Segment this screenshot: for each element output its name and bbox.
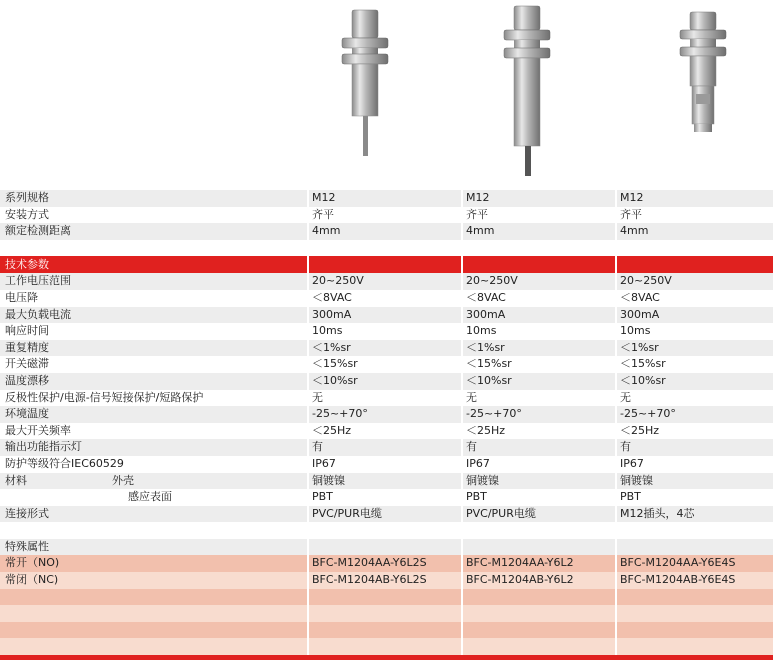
part-number: BFC-M1204AA-Y6L2 xyxy=(466,556,574,570)
row-value: ＜15%sr xyxy=(620,357,666,371)
bottom-rule xyxy=(0,655,773,660)
row-value: 齐平 xyxy=(466,207,488,221)
row-value: ＜1%sr xyxy=(312,340,351,354)
table-row-no xyxy=(0,555,773,572)
row-value: 铜镀镍 xyxy=(620,473,653,487)
row-value: 铜镀镍 xyxy=(466,473,499,487)
table-row-ambient xyxy=(0,406,773,423)
table-row-empty xyxy=(0,622,773,639)
row-label: 最大开关频率 xyxy=(5,423,71,437)
row-value: ＜25Hz xyxy=(466,423,506,437)
row-label: 连接形式 xyxy=(5,506,49,520)
row-value: ＜15%sr xyxy=(466,357,512,371)
row-value: IP67 xyxy=(620,456,644,470)
row-value: 铜镀镍 xyxy=(312,473,345,487)
table-row-empty xyxy=(0,638,773,655)
row-label: 开关磁滞 xyxy=(5,357,49,371)
row-value: PVC/PUR电缆 xyxy=(466,506,536,520)
part-number: BFC-M1204AB-Y6E4S xyxy=(620,573,736,587)
row-value: 有 xyxy=(620,440,631,454)
table-row-hysteresis xyxy=(0,356,773,373)
row-label: 电压降 xyxy=(5,290,38,304)
row-value: IP67 xyxy=(312,456,336,470)
row-value: -25~+70° xyxy=(620,407,676,421)
row-value: ＜15%sr xyxy=(312,357,358,371)
row-value: PVC/PUR电缆 xyxy=(312,506,382,520)
table-row-frequency xyxy=(0,423,773,440)
row-value: IP67 xyxy=(466,456,490,470)
table-row-response xyxy=(0,323,773,340)
row-value: PBT xyxy=(466,490,487,504)
row-value: ＜25Hz xyxy=(312,423,352,437)
row-sublabel: 外壳 xyxy=(112,473,134,487)
table-row-spacer xyxy=(0,522,773,539)
row-value: 10ms xyxy=(312,324,343,338)
row-value: 有 xyxy=(466,440,477,454)
table-row-indicator xyxy=(0,439,773,456)
table-row-empty xyxy=(0,605,773,622)
table-row-drop xyxy=(0,290,773,307)
row-value: 无 xyxy=(312,390,323,404)
row-value: 20~250V xyxy=(620,274,672,288)
table-row-ip xyxy=(0,456,773,473)
row-value: 300mA xyxy=(466,307,506,321)
row-value: 10ms xyxy=(620,324,651,338)
row-value: 20~250V xyxy=(312,274,364,288)
row-value: 10ms xyxy=(466,324,497,338)
row-value: M12 xyxy=(312,191,336,204)
row-label: 输出功能指示灯 xyxy=(5,440,82,454)
row-value: M12 xyxy=(466,191,490,204)
row-value: ＜1%sr xyxy=(620,340,659,354)
table-row-spacer xyxy=(0,240,773,257)
sensor-connector-image xyxy=(668,10,738,140)
row-value: 20~250V xyxy=(466,274,518,288)
section-header-special xyxy=(0,539,773,556)
row-value: 4mm xyxy=(620,224,649,238)
table-row-nc xyxy=(0,572,773,589)
row-label: 防护等级符合IEC60529 xyxy=(5,456,124,470)
product-images xyxy=(0,0,773,190)
row-value: 无 xyxy=(466,390,477,404)
row-value: M12插头，4芯 xyxy=(620,506,695,520)
table-row-connection xyxy=(0,506,773,523)
row-label: 重复精度 xyxy=(5,340,49,354)
table-row-series xyxy=(0,190,773,207)
row-value: -25~+70° xyxy=(312,407,368,421)
section-title: 特殊属性 xyxy=(5,539,49,553)
table-row-voltage xyxy=(0,273,773,290)
table-row-distance xyxy=(0,223,773,240)
part-number: BFC-M1204AB-Y6L2 xyxy=(466,573,574,587)
row-value: 300mA xyxy=(620,307,660,321)
row-value: 齐平 xyxy=(620,207,642,221)
row-label: 额定检测距离 xyxy=(5,224,71,238)
row-value: 4mm xyxy=(312,224,341,238)
row-label: 工作电压范围 xyxy=(5,274,71,288)
table-row-load xyxy=(0,307,773,324)
row-label: 系列规格 xyxy=(5,191,49,204)
row-value: ＜25Hz xyxy=(620,423,660,437)
row-value: 有 xyxy=(312,440,323,454)
row-label: 常开（NO) xyxy=(5,556,60,570)
row-sublabel: 感应表面 xyxy=(128,490,172,504)
row-value: ＜8VAC xyxy=(312,290,352,304)
row-value: 无 xyxy=(620,390,631,404)
table-row-mount xyxy=(0,207,773,224)
row-label: 温度漂移 xyxy=(5,373,49,387)
row-label: 材料 xyxy=(5,473,27,487)
row-value: 齐平 xyxy=(312,207,334,221)
row-value: ＜10%sr xyxy=(312,373,358,387)
row-value: M12 xyxy=(620,191,644,204)
section-header-tech xyxy=(0,256,773,273)
row-value: ＜8VAC xyxy=(466,290,506,304)
row-label: 安装方式 xyxy=(5,207,49,221)
table-row-protection xyxy=(0,390,773,407)
spec-table xyxy=(0,190,773,660)
row-label: 反极性保护/电源-信号短接保护/短路保护 xyxy=(5,390,204,404)
row-value: ＜8VAC xyxy=(620,290,660,304)
row-value: PBT xyxy=(620,490,641,504)
row-value: ＜10%sr xyxy=(466,373,512,387)
row-label: 最大负载电流 xyxy=(5,307,71,321)
row-label: 响应时间 xyxy=(5,324,49,338)
row-value: ＜1%sr xyxy=(466,340,505,354)
table-row-drift xyxy=(0,373,773,390)
row-value: ＜10%sr xyxy=(620,373,666,387)
part-number: BFC-M1204AB-Y6L2S xyxy=(312,573,427,587)
row-value: PBT xyxy=(312,490,333,504)
row-value: 4mm xyxy=(466,224,495,238)
section-title: 技术参数 xyxy=(5,258,49,272)
row-value: -25~+70° xyxy=(466,407,522,421)
table-row-material xyxy=(0,473,773,490)
sensor-cable-image-1 xyxy=(330,8,400,186)
table-row-repeat xyxy=(0,340,773,357)
row-label: 环境温度 xyxy=(5,407,49,421)
table-row-empty xyxy=(0,589,773,606)
table-row-surface xyxy=(0,489,773,506)
sensor-cable-image-2 xyxy=(492,4,562,182)
part-number: BFC-M1204AA-Y6E4S xyxy=(620,556,736,570)
row-label: 常闭（NC) xyxy=(5,573,59,587)
part-number: BFC-M1204AA-Y6L2S xyxy=(312,556,427,570)
row-value: 300mA xyxy=(312,307,352,321)
